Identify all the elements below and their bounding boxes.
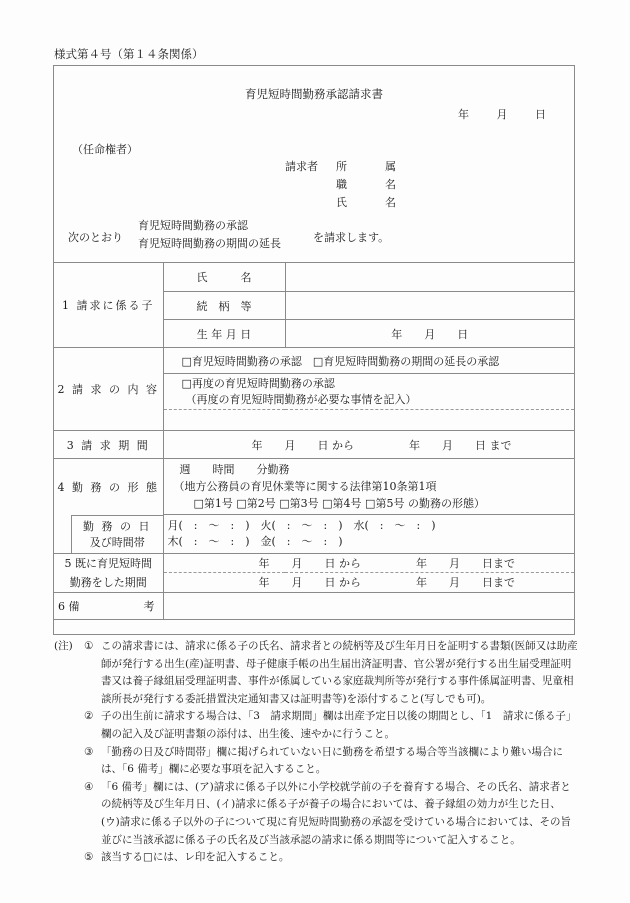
note-3 — [54, 744, 578, 779]
law-reference: （地方公務員の育児休業等に関する法律第10条第1項 — [173, 480, 437, 493]
option-extension[interactable]: 育児短時間勤務の期間の延長 — [138, 237, 281, 250]
form-title: 育児短時間勤務承認請求書 — [245, 87, 383, 101]
note-4-mark: ④ — [84, 780, 94, 793]
form-frame — [53, 65, 575, 635]
requester-affiliation-field[interactable] — [336, 158, 396, 174]
note-4 — [54, 779, 578, 849]
note-2-text: 子の出生前に請求する場合は、「3 請求期間」欄は出産予定日以後の期間とし、「1 請求に係る子」欄の記入及び証明書類の添付は、出生後、速やかに行うこと。 — [101, 710, 577, 740]
section1-label: 1 請求に係る子 — [54, 263, 163, 348]
request-form-table — [54, 262, 574, 620]
next-as-follows-label: 次のとおり — [68, 231, 123, 244]
work-form-row — [54, 459, 574, 515]
name-label-b: 名 — [385, 196, 396, 209]
request-period-row — [54, 431, 574, 459]
past-period-row-1 — [54, 553, 574, 573]
request-content-options[interactable]: □育児短時間勤務の承認 □育児短時間勤務の期間の延長の承認 — [163, 348, 574, 374]
notes-head: (注) — [54, 640, 73, 652]
note-1-mark: ① — [84, 640, 94, 652]
date-year: 年 — [458, 108, 469, 121]
request-content-row-1 — [54, 348, 574, 374]
requester-position-field[interactable] — [336, 176, 396, 192]
work-days-label — [71, 515, 163, 553]
affiliation-label-a: 所 — [336, 160, 347, 173]
note-2 — [54, 708, 578, 743]
section3-label: 3 請 求 期 間 — [54, 431, 163, 459]
note-3-text: 「勤務の日及び時間帯」欄に掲げられていない日に勤務を希望する場合等当該欄により難い場合には、「6 備考」欄に必要な事項を記入すること。 — [101, 745, 563, 776]
child-name-label: 氏 名 — [163, 263, 285, 292]
child-birthdate-label: 生 年 月 日 — [163, 320, 285, 348]
affiliation-label-b: 属 — [385, 160, 396, 173]
child-name-input[interactable] — [285, 263, 574, 292]
section5-label-line2: 勤務をした期間 — [69, 575, 147, 589]
section6-label-a: 6 備 — [58, 599, 80, 613]
work-form-input[interactable] — [163, 459, 574, 515]
weekly-hours: 週 時間 分勤務 — [179, 463, 290, 476]
work-days-label-cell — [54, 515, 163, 554]
past-period-2-input[interactable]: 年 月 日 から 年 月 日まで — [163, 573, 574, 593]
note-1-text: この請求書には、請求に係る子の氏名、請求者との続柄等及び生年月日を証明する書類(医師又は助産師が発行する出生(産)証明書、母子健康手帳の出生届出済証明書、官公署が発行する出生届受理証明書又は養子縁組届受理証明書、事件が係属している家庭裁判所等が発行する事件係属証明書、児童相談所長が発行する委託措置決定通知書又は証明書等)を添付すること(写しでも可)。 — [101, 640, 578, 705]
section4-label: 4 勤 務 の 形 態 — [54, 459, 163, 515]
note-3-mark: ③ — [84, 745, 94, 758]
remarks-row — [54, 592, 574, 619]
position-label-b: 名 — [385, 178, 396, 191]
child-relation-input[interactable] — [285, 292, 574, 320]
notes-section — [54, 638, 578, 867]
note-1 — [54, 638, 578, 708]
indent-spacer — [54, 515, 71, 553]
position-label-a: 職 — [336, 178, 347, 191]
work-days-input[interactable] — [163, 515, 574, 554]
work-form-options: □第1号 □第2号 □第3号 □第4号 □第5号 の勤務の形態） — [193, 497, 485, 510]
re-approval-reason-hint: （再度の育児短時間勤務が必要な事情を記入） — [185, 392, 417, 406]
name-label-a: 氏 — [336, 196, 347, 209]
requester-name-field[interactable] — [336, 194, 396, 210]
note-5-mark: ⑤ — [84, 851, 94, 864]
section5-label — [54, 553, 163, 592]
requester-label: 請求者 — [285, 160, 318, 173]
section2-label: 2 請 求 の 内 容 — [54, 348, 163, 431]
re-approval-option[interactable] — [163, 374, 574, 410]
work-days-thu-fri: 木( : ～ : ) 金( : ～ : ) — [167, 534, 343, 548]
re-approval-checkbox-label: □再度の育児短時間勤務の承認 — [181, 376, 335, 390]
note-5-text: 該当する□には、レ印を記入すること。 — [101, 851, 290, 864]
re-approval-reason-input[interactable] — [163, 410, 574, 431]
section6-label — [54, 592, 163, 619]
past-period-1-input[interactable]: 年 月 日 から 年 月 日まで — [163, 553, 574, 573]
appointer-label: （任命権者） — [72, 143, 138, 156]
request-period-input[interactable]: 年 月 日 から 年 月 日 まで — [163, 431, 574, 459]
remarks-input[interactable] — [163, 592, 574, 619]
request-date[interactable] — [434, 106, 546, 122]
note-5 — [54, 849, 578, 867]
child-name-row — [54, 263, 574, 292]
child-relation-label: 続 柄 等 — [163, 292, 285, 320]
date-day: 日 — [535, 108, 546, 121]
work-days-label-line2: 及び時間帯 — [89, 535, 145, 549]
date-month: 月 — [496, 108, 508, 121]
request-suffix: を請求します。 — [313, 231, 390, 244]
work-days-row — [54, 515, 574, 554]
option-approval[interactable]: 育児短時間勤務の承認 — [138, 219, 248, 232]
work-days-mon-wed: 月( : ～ : ) 火( : ～ : ) 水( : ～ : ) — [167, 518, 436, 532]
child-birthdate-input[interactable]: 年 月 日 — [285, 320, 574, 348]
section6-label-b: 考 — [143, 599, 155, 613]
form-number: 様式第４号（第１４条関係） — [54, 47, 204, 61]
section5-label-line1: 5 既に育児短時間 — [64, 556, 152, 570]
work-days-label-line1: 勤 務 の 日 — [83, 519, 152, 533]
note-2-mark: ② — [84, 710, 94, 723]
note-4-text: 「6 備考」欄には、(ア)請求に係る子以外に小学校就学前の子を養育する場合、その氏名、請求者との続柄等及び生年月日、(イ)請求に係る子が養子の場合においては、養子縁組の効力が生じた日、(ウ)請求に係る子以外の子について現に育児短時間勤務の承認を受けている場合においては、その旨並びに当該承認に係る子の氏名及び当該承認の請求に係る期間等について記入すること。 — [101, 780, 571, 846]
